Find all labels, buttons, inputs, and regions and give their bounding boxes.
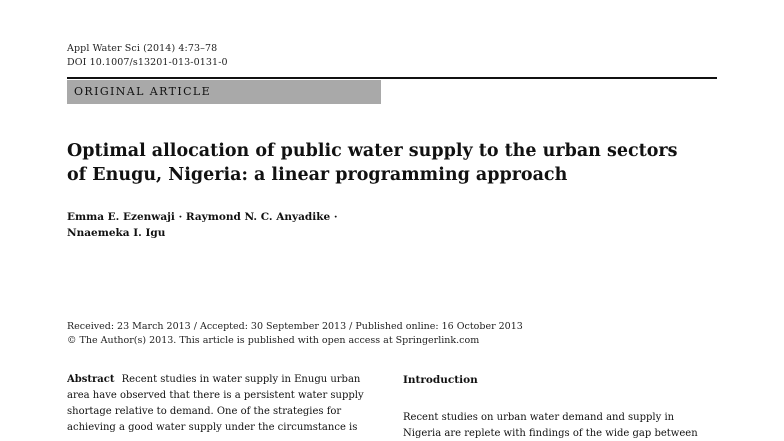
abstract-line: area have observed that there is a persistent water supply (67, 390, 364, 401)
introduction-body (403, 410, 717, 441)
title-line-2: of Enugu, Nigeria: a linear programming approach (67, 165, 568, 185)
article-metadata (67, 320, 523, 348)
introduction-line: Recent studies on urban water demand and supply in (403, 412, 675, 423)
header-rule (67, 77, 717, 79)
introduction-line: Nigeria are replete with findings of the wide gap between (403, 428, 698, 439)
introduction-heading: Introduction (403, 374, 478, 386)
author-list (67, 209, 338, 241)
journal-citation: Appl Water Sci (2014) 4:73–78 (67, 43, 218, 54)
abstract-column (67, 372, 381, 436)
journal-doi[interactable]: DOI 10.1007/s13201-013-0131-0 (67, 57, 228, 68)
authors-line-2[interactable]: Nnaemeka I. Igu (67, 227, 166, 239)
introduction-column (403, 372, 717, 441)
article-type-banner: ORIGINAL ARTICLE (67, 80, 381, 104)
abstract-line: shortage relative to demand. One of the strategies for (67, 406, 342, 417)
abstract-line: Abstract Recent studies in water supply in Enugu urban (67, 374, 361, 385)
abstract-label: Abstract (67, 374, 115, 385)
authors-line-1[interactable]: Emma E. Ezenwaji · Raymond N. C. Anyadike · (67, 211, 338, 223)
license-notice: © The Author(s) 2013. This article is published with open access at Springerlink.com (67, 335, 480, 346)
publication-dates: Received: 23 March 2013 / Accepted: 30 September 2013 / Published online: 16 October 2013 (67, 321, 523, 332)
abstract (67, 372, 381, 436)
title-line-1: Optimal allocation of public water supply to the urban sectors (67, 141, 678, 161)
article-title (67, 139, 707, 187)
abstract-line: achieving a good water supply under the circumstance is (67, 422, 358, 433)
